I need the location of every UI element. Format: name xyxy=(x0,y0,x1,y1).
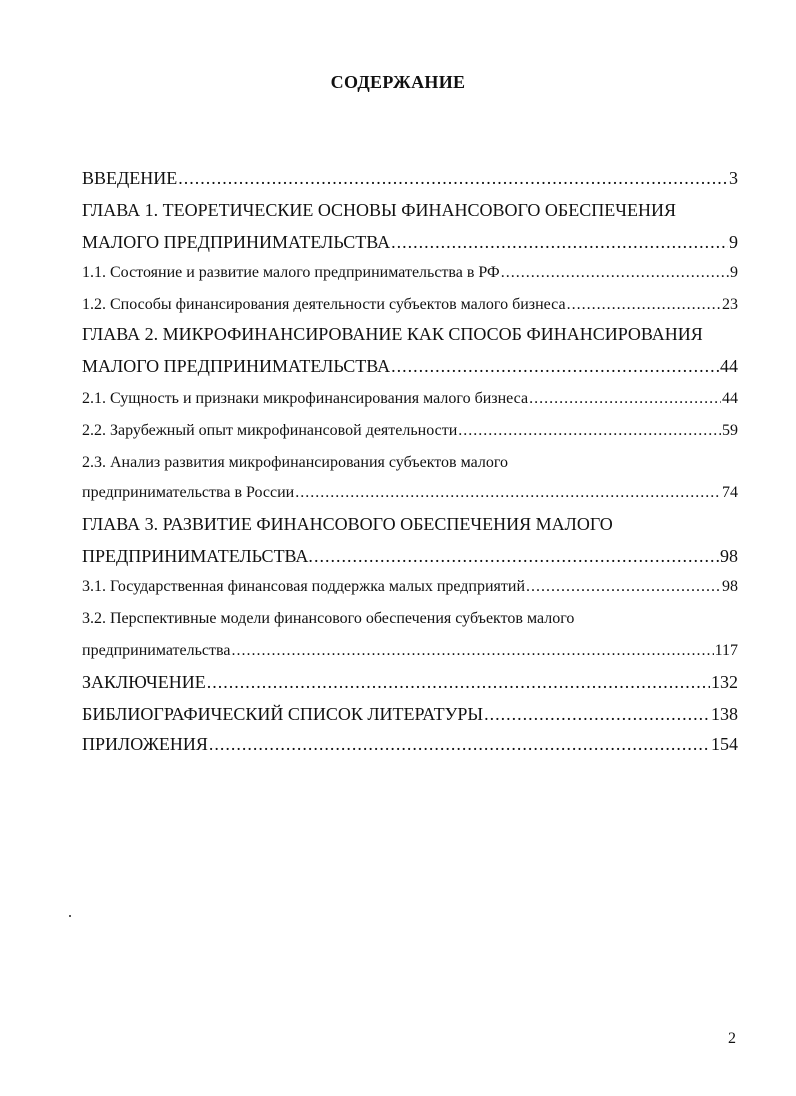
toc-chapter-3-title[interactable]: ГЛАВА 3. РАЗВИТИЕ ФИНАНСОВОГО ОБЕСПЕЧЕНИЯ МАЛОГО xyxy=(82,514,613,534)
page-title: СОДЕРЖАНИЕ xyxy=(330,72,466,92)
dot-leader xyxy=(501,264,729,282)
toc-entry-label: 2.2. Зарубежный опыт микрофинансовой деятельности xyxy=(82,422,458,439)
dot-leader xyxy=(458,422,721,440)
toc-entry-label: ПРИЛОЖЕНИЯ xyxy=(82,734,208,754)
toc-entry-section-2-1[interactable] xyxy=(82,390,738,408)
toc-entry-label: БИБЛИОГРАФИЧЕСКИЙ СПИСОК ЛИТЕРАТУРЫ xyxy=(82,704,484,724)
toc-entry-intro[interactable] xyxy=(82,168,738,189)
toc-page-number: 98 xyxy=(720,546,738,566)
toc-entry-label: ЗАКЛЮЧЕНИЕ xyxy=(82,672,206,692)
toc-entry-label: 1.1. Состояние и развитие малого предпринимательства в РФ xyxy=(82,264,500,281)
toc-entry-section-1-2[interactable] xyxy=(82,296,738,314)
toc-entry-chapter-3[interactable] xyxy=(82,546,738,567)
toc-page-number: 154 xyxy=(711,734,738,754)
toc-entry-conclusion[interactable] xyxy=(82,672,738,693)
dot-leader xyxy=(567,296,721,314)
toc-page-number: 138 xyxy=(711,704,738,724)
toc-entry-label: 2.1. Сущность и признаки микрофинансирования малого бизнеса xyxy=(82,390,529,407)
toc-entry-label: ВВЕДЕНИЕ xyxy=(82,168,178,188)
toc-page-number: 59 xyxy=(722,422,738,439)
dot-leader xyxy=(391,356,719,376)
dot-leader xyxy=(231,642,713,660)
page-number: 2 xyxy=(728,1030,736,1047)
toc-entry-section-2-2[interactable] xyxy=(82,422,738,440)
toc-entry-label: ПРЕДПРИНИМАТЕЛЬСТВА. xyxy=(82,546,313,566)
toc-entry-chapter-2[interactable] xyxy=(82,356,738,377)
toc-entry-label: 1.2. Способы финансирования деятельности субъектов малого бизнеса xyxy=(82,296,566,313)
toc-entry-chapter-1[interactable] xyxy=(82,232,738,253)
toc-page-number: 117 xyxy=(714,642,738,659)
dot-leader xyxy=(391,232,728,252)
toc-entry-label: предпринимательства в России xyxy=(82,484,295,501)
toc-page-number: 44 xyxy=(720,356,738,376)
toc-page-number: 44 xyxy=(722,390,738,407)
toc-entry-label: предпринимательства xyxy=(82,642,231,659)
toc-entry-label: 3.1. Государственная финансовая поддержка малых предприятий xyxy=(82,578,526,595)
scan-speck xyxy=(69,915,71,917)
dot-leader xyxy=(178,168,728,188)
toc-chapter-1-title[interactable]: ГЛАВА 1. ТЕОРЕТИЧЕСКИЕ ОСНОВЫ ФИНАНСОВОГО ОБЕСПЕЧЕНИЯ xyxy=(82,200,676,220)
toc-page-number: 3 xyxy=(729,168,738,188)
toc-page-number: 9 xyxy=(729,232,738,252)
toc-entry-section-1-1[interactable] xyxy=(82,264,738,282)
toc-entry-label: МАЛОГО ПРЕДПРИНИМАТЕЛЬСТВА xyxy=(82,232,391,252)
toc-entry-label: МАЛОГО ПРЕДПРИНИМАТЕЛЬСТВА xyxy=(82,356,391,376)
dot-leader xyxy=(295,484,721,502)
dot-leader xyxy=(526,578,721,596)
toc-page-number: 9 xyxy=(730,264,738,281)
toc-page-number: 74 xyxy=(722,484,738,501)
dot-leader xyxy=(207,672,710,692)
dot-leader xyxy=(209,734,710,754)
toc-section-2-3-title[interactable]: 2.3. Анализ развития микрофинансирования субъектов малого xyxy=(82,454,508,471)
toc-section-3-2-title[interactable]: 3.2. Перспективные модели финансового обеспечения субъектов малого xyxy=(82,610,575,627)
toc-page-number: 132 xyxy=(711,672,738,692)
dot-leader xyxy=(529,390,721,408)
toc-entry-section-2-3[interactable] xyxy=(82,484,738,502)
toc-entry-bibliography[interactable] xyxy=(82,704,738,725)
toc-chapter-2-title[interactable]: ГЛАВА 2. МИКРОФИНАНСИРОВАНИЕ КАК СПОСОБ ФИНАНСИРОВАНИЯ xyxy=(82,324,703,344)
toc-page-number: 23 xyxy=(722,296,738,313)
dot-leader xyxy=(314,546,719,566)
toc-entry-section-3-1[interactable] xyxy=(82,578,738,596)
toc-page-number: 98 xyxy=(722,578,738,595)
toc-entry-appendices[interactable] xyxy=(82,734,738,755)
dot-leader xyxy=(484,704,710,724)
toc-entry-section-3-2[interactable] xyxy=(82,642,738,660)
